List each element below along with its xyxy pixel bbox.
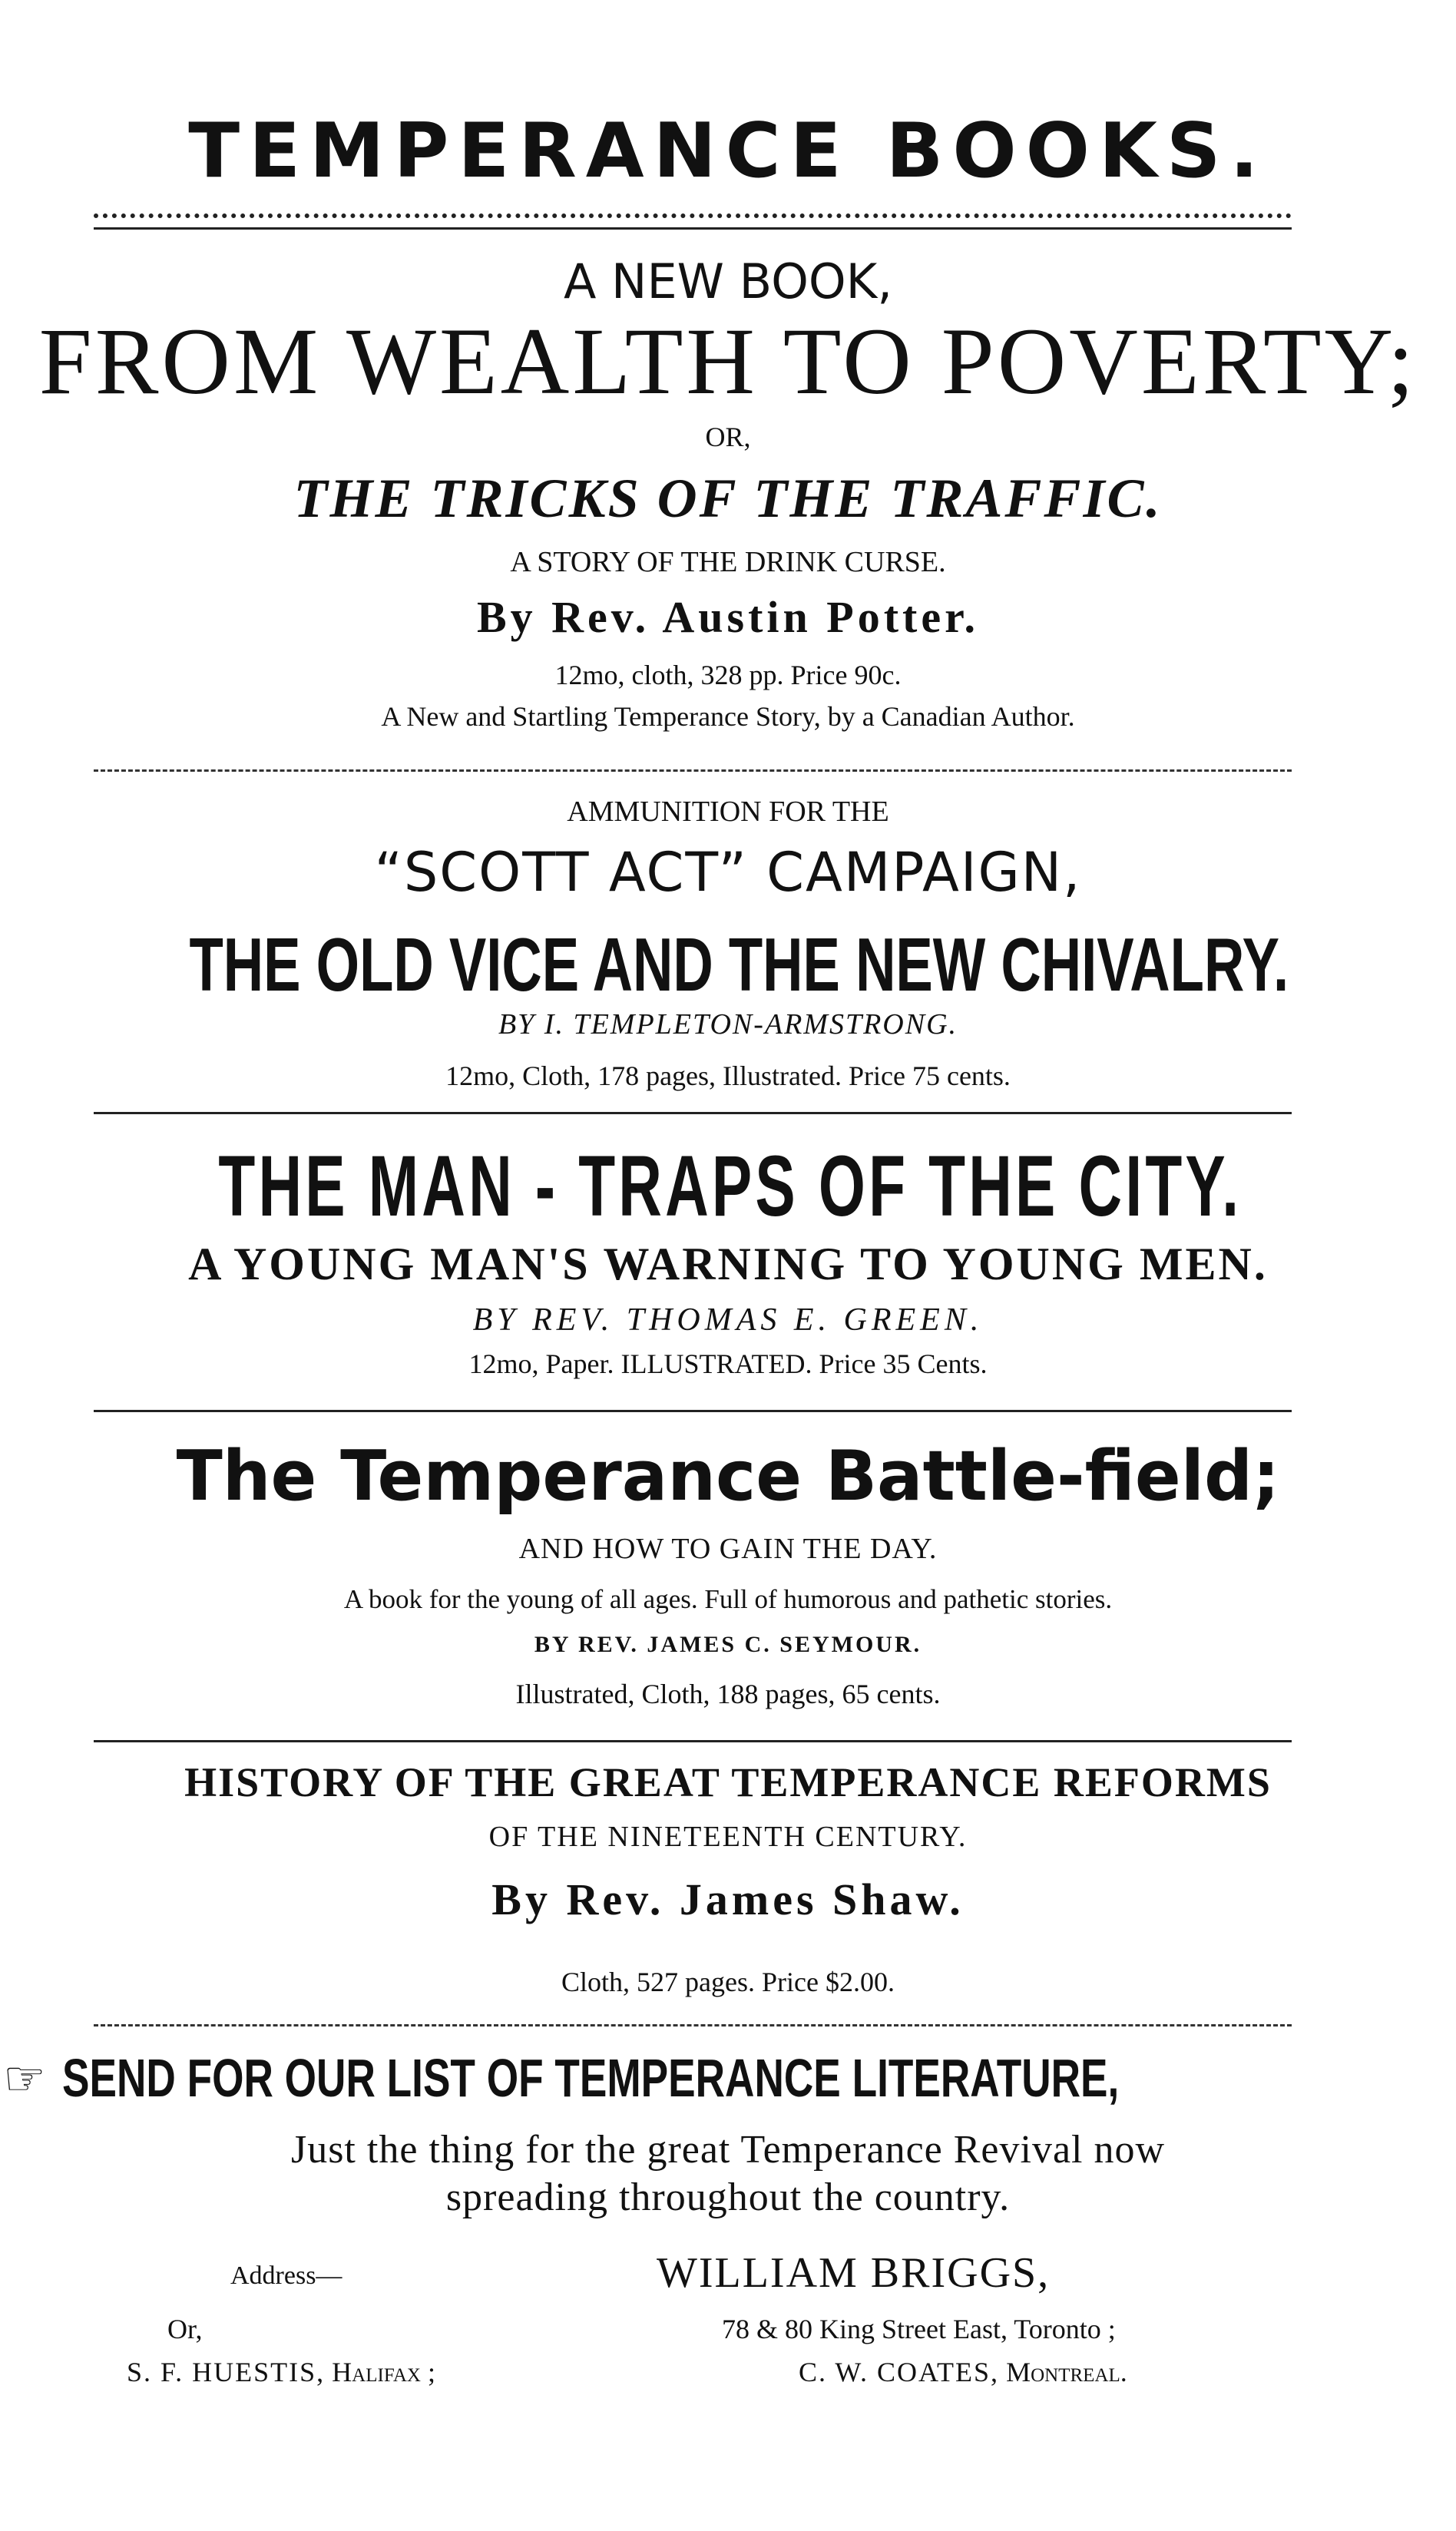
book2-divider (94, 1112, 1292, 1114)
agent-halifax (127, 2356, 435, 2388)
book4-author: BY REV. JAMES C. SEYMOUR. (534, 1632, 922, 1657)
agent-montreal (799, 2356, 1127, 2388)
agent2-city: Montreal. (1006, 2357, 1127, 2387)
book5-subtitle: OF THE NINETEENTH CENTURY. (488, 1821, 968, 1853)
address-or: Or, (167, 2314, 203, 2344)
book3-subtitle: A YOUNG MAN'S WARNING TO YOUNG MEN. (188, 1239, 1268, 1289)
book1-kicker: A NEW BOOK, (563, 253, 893, 309)
book5-divider (94, 2024, 1292, 2026)
book1-divider (94, 769, 1292, 772)
book2-title: THE OLD VICE AND THE NEW CHIVALRY. (189, 922, 1289, 1007)
promo-headline-row (0, 2047, 1456, 2109)
book3-details: 12mo, Paper. ILLUSTRATED. Price 35 Cents. (468, 1348, 988, 1379)
pointing-hand-icon: ☞ (3, 2050, 46, 2106)
book4-note: A book for the young of all ages. Full of humorous and pathetic stories. (343, 1584, 1113, 1614)
book4-title: The Temperance Battle-field; (176, 1436, 1280, 1517)
promo-line-1: Just the thing for the great Temperance Revival now (290, 2128, 1166, 2172)
book1-author: By Rev. Austin Potter. (476, 592, 980, 642)
book1-note: A New and Startling Temperance Story, by a Canadian Author. (381, 701, 1075, 732)
book2-campaign: “SCOTT ACT” CAMPAIGN, (374, 841, 1082, 904)
address-label: Address— (230, 2261, 342, 2290)
book5-author: By Rev. James Shaw. (491, 1874, 965, 1924)
book3-title: THE MAN - TRAPS OF THE CITY. (218, 1138, 1243, 1234)
book5-title: HISTORY OF THE GREAT TEMPERANCE REFORMS (184, 1759, 1272, 1805)
book4-details: Illustrated, Cloth, 188 pages, 65 cents. (515, 1679, 941, 1709)
book3-author: BY REV. THOMAS E. GREEN. (472, 1302, 984, 1338)
publisher-address: 78 & 80 King Street East, Toronto ; (722, 2314, 1116, 2344)
promo-line-2: spreading throughout the country. (445, 2175, 1011, 2219)
page-title: TEMPERANCE BOOKS. (188, 108, 1268, 195)
book2-kicker: AMMUNITION FOR THE (567, 796, 889, 828)
book1-subtitle: THE TRICKS OF THE TRAFFIC. (293, 468, 1163, 529)
book2-details: 12mo, Cloth, 178 pages, Illustrated. Price 75 cents. (445, 1060, 1011, 1091)
promo-headline: SEND FOR OUR LIST OF TEMPERANCE LITERATURE, (61, 2048, 1120, 2108)
publisher-name: WILLIAM BRIGGS, (657, 2249, 1051, 2297)
book1-details: 12mo, cloth, 328 pp. Price 90c. (554, 660, 902, 690)
book4-subtitle: AND HOW TO GAIN THE DAY. (518, 1533, 938, 1565)
header-rule (94, 227, 1292, 230)
agent2-name: C. W. COATES, (799, 2357, 1000, 2387)
book1-title: FROM WEALTH TO POVERTY; (38, 309, 1418, 414)
book5-details: Cloth, 527 pages. Price $2.00. (561, 1967, 895, 1997)
agent1-city: Halifax ; (332, 2357, 435, 2387)
book1-tagline: A STORY OF THE DRINK CURSE. (510, 546, 946, 578)
book3-divider (94, 1410, 1292, 1412)
header-dotted-rule (94, 213, 1292, 218)
agent1-name: S. F. HUESTIS, (127, 2357, 326, 2387)
book2-author: BY I. TEMPLETON-ARMSTRONG. (498, 1008, 958, 1041)
book1-or: OR, (705, 422, 751, 452)
book4-divider (94, 1740, 1292, 1742)
